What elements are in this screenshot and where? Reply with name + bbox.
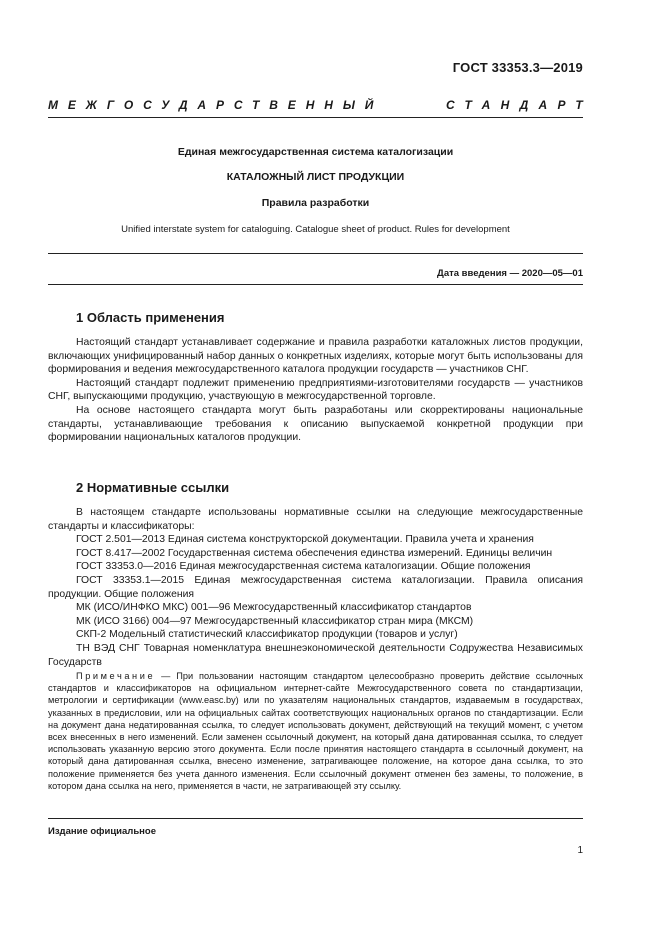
banner-left: МЕЖГОСУДАРСТВЕННЫЙ — [48, 98, 384, 112]
footer-rule — [48, 818, 583, 819]
reference-item: ТН ВЭД СНГ Товарная номенклатура внешнеэкономической деятельности Содружества Независимых Государств — [48, 642, 583, 668]
reference-item: ГОСТ 33353.1—2015 Единая межгосударственная система каталогизации. Правила описания продукции. Общие положения — [48, 574, 583, 600]
section-2-body — [48, 506, 583, 669]
banner-right: СТАНДАРТ — [445, 98, 593, 112]
system-title: Единая межгосударственная система каталогизации — [177, 146, 454, 158]
date-rule-top — [48, 253, 583, 254]
section-2-intro: В настоящем стандарте использованы нормативные ссылки на следующие межгосударственные стандарты и классификаторы: — [48, 507, 583, 532]
edition-label: Издание официальное — [48, 826, 156, 837]
reference-item: ГОСТ 8.417—2002 Государственная система обеспечения единства измерений. Единицы величин — [76, 547, 553, 559]
reference-item: МК (ИСО 3166) 004—97 Межгосударственный классификатор стран мира (МКСМ) — [76, 615, 474, 627]
section-1-body — [48, 336, 583, 445]
standard-number: ГОСТ 33353.3—2019 — [452, 60, 583, 75]
introduction-date: Дата введения — 2020—05—01 — [437, 268, 583, 279]
section-1-heading: 1 Область применения — [76, 310, 225, 325]
note-label: Примечание — [76, 671, 156, 681]
reference-item: ГОСТ 2.501—2013 Единая система конструкторской документации. Правила учета и хранения — [76, 534, 534, 546]
section-2-heading: 2 Нормативные ссылки — [76, 480, 230, 495]
note-text: — При пользовании настоящим стандартом целесообразно проверить действие ссылочных стандартов и классификаторов на официальном интернет-сайте Межгосударственного совета по стандартизации, метрологии и сертификации (www.easc.by) или по указателям национальных стандартов, издаваемым в государствах, указанных в предисловии, или на официальных сайтах соответствующих национальных органов по стандартизации. Если на документ дана недатированная ссылка, то следует использовать документ, действующий на текущий момент, с учетом всех внесенных в него изменений. Если заменен ссылочный документ, на который дана датированная ссылка, то следует использовать указанную версию этого документа. Если после принятия настоящего стандарта в ссылочный документ, на который дана датированная ссылка, внесено изменение, затрагивающее положение, на которое дана ссылка, то это положение применяется без учета данного изменения. Если ссылочный документ отменен без замены, то положение, в котором дана ссылка на него, применяется в части, не затрагивающей эту ссылку. — [48, 671, 583, 791]
standard-type-banner — [48, 98, 593, 112]
note-block — [48, 670, 583, 792]
english-title: Unified interstate system for cataloguing. Catalogue sheet of product. Rules for development — [121, 224, 510, 235]
section-1-paragraph: На основе настоящего стандарта могут быть разработаны или скорректированы национальные стандарты, устанавливающие требования к описанию выпускаемой конкретной продукции при формировании национальных каталогов продукции. — [48, 404, 583, 444]
subtitle: Правила разработки — [261, 197, 370, 209]
header-rule — [48, 117, 583, 118]
reference-item: ГОСТ 33353.0—2016 Единая межгосударственная система каталогизации. Общие положения — [76, 561, 531, 573]
note-paragraph — [48, 670, 583, 792]
date-rule-bottom — [48, 284, 583, 285]
reference-item: СКП-2 Модельный статистический классификатор продукции (товаров и услуг) — [76, 629, 458, 641]
main-title: КАТАЛОЖНЫЙ ЛИСТ ПРОДУКЦИИ — [226, 171, 405, 183]
reference-item: МК (ИСО/ИНФКО МКС) 001—96 Межгосударственный классификатор стандартов — [76, 602, 472, 614]
page-number: 1 — [577, 845, 583, 856]
section-1-paragraph: Настоящий стандарт устанавливает содержание и правила разработки каталожных листов продукции, включающих унифицированный набор данных о конкретных изделиях, которые могут быть использованы для формирования и ведения межгосударственного каталога продукции государств — участников СНГ. — [48, 337, 583, 376]
section-1-paragraph: Настоящий стандарт подлежит применению предприятиями-изготовителями государств — участников СНГ, выпускающими продукцию, участвующую в межгосударственной торговле. — [48, 377, 583, 403]
